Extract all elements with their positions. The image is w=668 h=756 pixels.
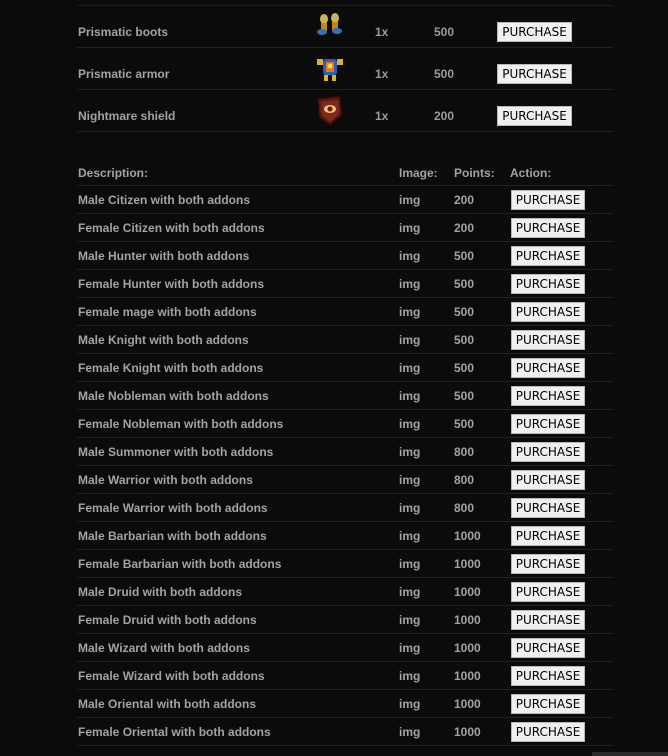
outfit-image: img bbox=[399, 221, 421, 235]
purchase-button[interactable]: PURCHASE bbox=[497, 106, 572, 126]
purchase-button[interactable]: PURCHASE bbox=[511, 246, 585, 266]
nightmare-shield-icon bbox=[313, 93, 347, 127]
outfit-points: 1000 bbox=[454, 669, 481, 683]
table-row bbox=[77, 466, 613, 494]
outfit-description: Female Oriental with both addons bbox=[78, 725, 271, 739]
outfit-description: Female Citizen with both addons bbox=[78, 221, 265, 235]
outfit-image: img bbox=[399, 529, 421, 543]
purchase-button[interactable]: PURCHASE bbox=[511, 414, 585, 434]
outfit-image: img bbox=[399, 669, 421, 683]
purchase-button[interactable]: PURCHASE bbox=[511, 274, 585, 294]
header-description: Description: bbox=[78, 166, 149, 180]
item-quantity: 1x bbox=[375, 109, 389, 123]
purchase-button[interactable]: PURCHASE bbox=[511, 302, 585, 322]
outfit-points: 500 bbox=[454, 277, 475, 291]
outfit-points: 1000 bbox=[454, 585, 481, 599]
table-row bbox=[77, 186, 613, 214]
outfit-image: img bbox=[399, 249, 421, 263]
prismatic-armor-icon bbox=[313, 51, 347, 85]
purchase-button[interactable]: PURCHASE bbox=[497, 64, 572, 84]
outfit-image: img bbox=[399, 697, 421, 711]
outfit-image: img bbox=[399, 193, 421, 207]
purchase-button[interactable]: PURCHASE bbox=[511, 498, 585, 518]
outfit-description: Male Citizen with both addons bbox=[78, 193, 250, 207]
table-row bbox=[77, 438, 613, 466]
outfit-image: img bbox=[399, 417, 421, 431]
table-row bbox=[77, 382, 613, 410]
outfit-points: 1000 bbox=[454, 557, 481, 571]
table-row bbox=[77, 242, 613, 270]
outfit-description: Male Barbarian with both addons bbox=[78, 529, 267, 543]
outfit-description: Male Druid with both addons bbox=[78, 585, 242, 599]
table-row bbox=[77, 494, 613, 522]
table-row bbox=[77, 662, 613, 690]
outfit-image: img bbox=[399, 613, 421, 627]
table-row bbox=[77, 270, 613, 298]
purchase-button[interactable]: PURCHASE bbox=[511, 638, 585, 658]
outfit-image: img bbox=[399, 725, 421, 739]
table-row bbox=[77, 326, 613, 354]
outfit-points: 800 bbox=[454, 445, 475, 459]
outfit-description: Male Hunter with both addons bbox=[78, 249, 250, 263]
item-points: 500 bbox=[434, 25, 455, 39]
item-name: Nightmare shield bbox=[78, 109, 176, 123]
table-row bbox=[77, 214, 613, 242]
table-row bbox=[77, 550, 613, 578]
outfit-points: 1000 bbox=[454, 725, 481, 739]
purchase-button[interactable]: PURCHASE bbox=[511, 526, 585, 546]
outfit-description: Male Summoner with both addons bbox=[78, 445, 274, 459]
purchase-button[interactable]: PURCHASE bbox=[511, 666, 585, 686]
outfit-table bbox=[77, 160, 613, 746]
outfit-description: Female Hunter with both addons bbox=[78, 277, 265, 291]
scrollbar-edge[interactable] bbox=[592, 752, 668, 756]
purchase-button[interactable]: PURCHASE bbox=[511, 610, 585, 630]
table-header bbox=[77, 160, 613, 186]
outfit-description: Male Nobleman with both addons bbox=[78, 389, 269, 403]
outfit-description: Male Warrior with both addons bbox=[78, 473, 253, 487]
purchase-button[interactable]: PURCHASE bbox=[511, 330, 585, 350]
outfit-image: img bbox=[399, 641, 421, 655]
purchase-button[interactable]: PURCHASE bbox=[511, 190, 585, 210]
outfit-description: Female Warrior with both addons bbox=[78, 501, 268, 515]
outfit-image: img bbox=[399, 501, 421, 515]
table-row bbox=[77, 522, 613, 550]
purchase-button[interactable]: PURCHASE bbox=[511, 694, 585, 714]
outfit-description: Female Druid with both addons bbox=[78, 613, 257, 627]
purchase-button[interactable]: PURCHASE bbox=[511, 218, 585, 238]
purchase-button[interactable]: PURCHASE bbox=[511, 442, 585, 462]
prismatic-boots-icon bbox=[313, 9, 347, 43]
header-image: Image: bbox=[399, 166, 438, 180]
outfit-rows bbox=[77, 186, 613, 746]
table-row bbox=[77, 410, 613, 438]
purchase-button[interactable]: PURCHASE bbox=[511, 554, 585, 574]
purchase-button[interactable]: PURCHASE bbox=[497, 22, 572, 42]
outfit-description: Male Knight with both addons bbox=[78, 333, 249, 347]
outfit-points: 200 bbox=[454, 193, 475, 207]
outfit-points: 1000 bbox=[454, 697, 481, 711]
item-name: Prismatic boots bbox=[78, 25, 169, 39]
outfit-points: 800 bbox=[454, 501, 475, 515]
outfit-image: img bbox=[399, 585, 421, 599]
purchase-button[interactable]: PURCHASE bbox=[511, 386, 585, 406]
shop-panel bbox=[77, 0, 613, 739]
item-points: 200 bbox=[434, 109, 455, 123]
item-row bbox=[77, 48, 613, 90]
purchase-button[interactable]: PURCHASE bbox=[511, 722, 585, 742]
outfit-points: 500 bbox=[454, 305, 475, 319]
outfit-points: 800 bbox=[454, 473, 475, 487]
outfit-points: 500 bbox=[454, 361, 475, 375]
outfit-description: Male Wizard with both addons bbox=[78, 641, 250, 655]
item-row bbox=[77, 6, 613, 48]
table-row bbox=[77, 354, 613, 382]
outfit-points: 1000 bbox=[454, 613, 481, 627]
item-name: Prismatic armor bbox=[78, 67, 170, 81]
outfit-points: 500 bbox=[454, 249, 475, 263]
table-row bbox=[77, 634, 613, 662]
table-row bbox=[77, 578, 613, 606]
outfit-image: img bbox=[399, 277, 421, 291]
outfit-image: img bbox=[399, 361, 421, 375]
outfit-points: 500 bbox=[454, 389, 475, 403]
table-row bbox=[77, 606, 613, 634]
outfit-image: img bbox=[399, 389, 421, 403]
outfit-points: 200 bbox=[454, 221, 475, 235]
outfit-description: Female Wizard with both addons bbox=[78, 669, 265, 683]
outfit-points: 500 bbox=[454, 333, 475, 347]
item-row bbox=[77, 90, 613, 132]
item-points: 500 bbox=[434, 67, 455, 81]
outfit-image: img bbox=[399, 333, 421, 347]
outfit-image: img bbox=[399, 305, 421, 319]
outfit-description: Male Oriental with both addons bbox=[78, 697, 257, 711]
table-row bbox=[77, 690, 613, 718]
outfit-description: Female Nobleman with both addons bbox=[78, 417, 284, 431]
outfit-points: 500 bbox=[454, 417, 475, 431]
item-quantity: 1x bbox=[375, 67, 389, 81]
purchase-button[interactable]: PURCHASE bbox=[511, 358, 585, 378]
outfit-description: Female Barbarian with both addons bbox=[78, 557, 282, 571]
table-row bbox=[77, 718, 613, 746]
outfit-image: img bbox=[399, 557, 421, 571]
item-quantity: 1x bbox=[375, 25, 389, 39]
purchase-button[interactable]: PURCHASE bbox=[511, 470, 585, 490]
outfit-image: img bbox=[399, 473, 421, 487]
outfit-description: Female Knight with both addons bbox=[78, 361, 264, 375]
purchase-button[interactable]: PURCHASE bbox=[511, 582, 585, 602]
table-row bbox=[77, 298, 613, 326]
outfit-image: img bbox=[399, 445, 421, 459]
outfit-points: 1000 bbox=[454, 641, 481, 655]
header-points: Points: bbox=[454, 166, 495, 180]
outfit-description: Female mage with both addons bbox=[78, 305, 257, 319]
header-action: Action: bbox=[510, 166, 552, 180]
outfit-points: 1000 bbox=[454, 529, 481, 543]
